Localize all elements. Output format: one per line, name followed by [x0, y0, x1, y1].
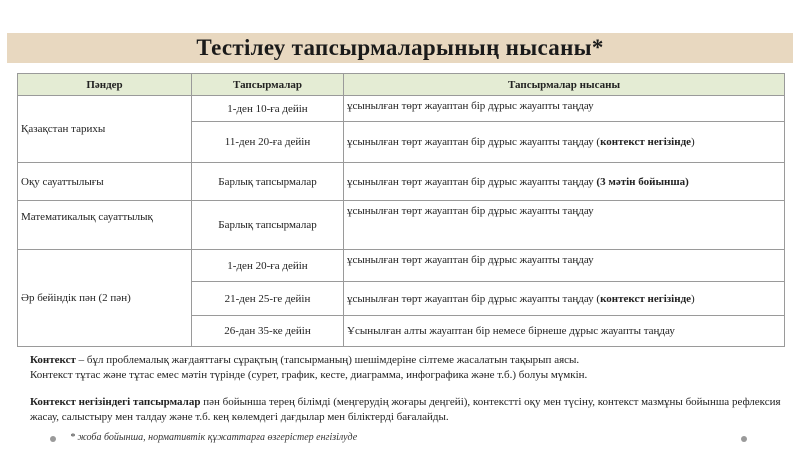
format-emphasis: контекст негізінде	[600, 136, 692, 148]
format-emphasis: контекст негізінде	[600, 292, 692, 305]
task-format-cell	[344, 163, 785, 201]
task-range-cell: 21-ден 25-ге дейін	[192, 282, 344, 316]
context-note	[30, 353, 785, 368]
format-text-end: )	[691, 292, 695, 305]
test-format-table	[17, 73, 785, 347]
bullet-dot-right	[741, 436, 747, 442]
task-range-cell: 11-ден 20-ға дейін	[192, 122, 344, 163]
table-row	[18, 96, 785, 122]
table-header-row	[18, 74, 785, 96]
task-format-cell: ұсынылған төрт жауаптан бір дұрыс жауапты таңдау	[344, 250, 785, 282]
bullet-dot-left	[50, 436, 56, 442]
format-text-end: )	[691, 136, 695, 148]
subject-cell: Қазақстан тарихы	[18, 96, 192, 163]
title-band	[7, 33, 793, 63]
context-note-line2: Контекст тұтас және тұтас емес мәтін түрінде (сурет, график, кесте, диаграмма, инфографика және т.б.) болуы мүмкін.	[30, 369, 588, 381]
task-range-cell: 1-ден 10-ға дейін	[192, 96, 344, 122]
context-task-note	[30, 395, 785, 425]
format-emphasis: (3 мәтін бойынша)	[596, 175, 689, 188]
task-format-cell: Ұсынылған алты жауаптан бір немесе бірнеше дұрыс жауапты таңдау	[344, 316, 785, 347]
format-text: ұсынылған төрт жауаптан бір дұрыс жауапты таңдау (	[347, 136, 601, 148]
table-row	[18, 250, 785, 282]
task-format-cell: ұсынылған төрт жауаптан бір дұрыс жауапты таңдау	[344, 96, 785, 122]
task-range-cell: 1-ден 20-ға дейін	[192, 250, 344, 282]
page-title: Тестілеу тапсырмаларының нысаны*	[196, 35, 604, 60]
task-format-cell	[344, 122, 785, 163]
task-range-cell: Барлық тапсырмалар	[192, 163, 344, 201]
format-text: ұсынылған төрт жауаптан бір дұрыс жауапты таңдау	[347, 175, 597, 188]
header-task-format: Тапсырмалар нысаны	[344, 74, 785, 96]
subject-cell: Оқу сауаттылығы	[18, 163, 192, 201]
context-definition: – бұл проблемалық жағдаяттағы сұрақтың (тапсырманың) шешімдеріне сілтеме жасалатын тақырып аясы.	[75, 354, 580, 366]
task-format-cell: ұсынылған төрт жауаптан бір дұрыс жауапты таңдау	[344, 201, 785, 250]
context-term: Контекст	[30, 354, 76, 366]
subject-cell: Математикалық сауаттылық	[18, 201, 192, 250]
table-row	[18, 201, 785, 250]
footnote: * жоба бойынша, нормативтік құжаттарға өзгерістер енгізілуде	[70, 432, 358, 443]
task-range-cell: Барлық тапсырмалар	[192, 201, 344, 250]
task-format-cell	[344, 282, 785, 316]
header-subjects: Пәндер	[18, 74, 192, 96]
header-tasks: Тапсырмалар	[192, 74, 344, 96]
table-row	[18, 163, 785, 201]
subject-cell: Әр бейіндік пән (2 пән)	[18, 250, 192, 347]
context-task-term: Контекст негізіндегі тапсырмалар	[30, 396, 201, 408]
notes-block	[30, 353, 785, 425]
format-text: ұсынылған төрт жауаптан бір дұрыс жауапты таңдау (	[347, 292, 601, 305]
context-task-definition: пән бойынша терең білімді (меңгерудің жоғары деңгейі), контекстті оқу мен түсіну, контекст мазмұны бойынша рефлексия жасау, салыстыру мен талдау және т.б. кең көлемдегі дағдылар мен біліктерді бағалайды.	[30, 396, 781, 423]
task-range-cell: 26-дан 35-ке дейін	[192, 316, 344, 347]
